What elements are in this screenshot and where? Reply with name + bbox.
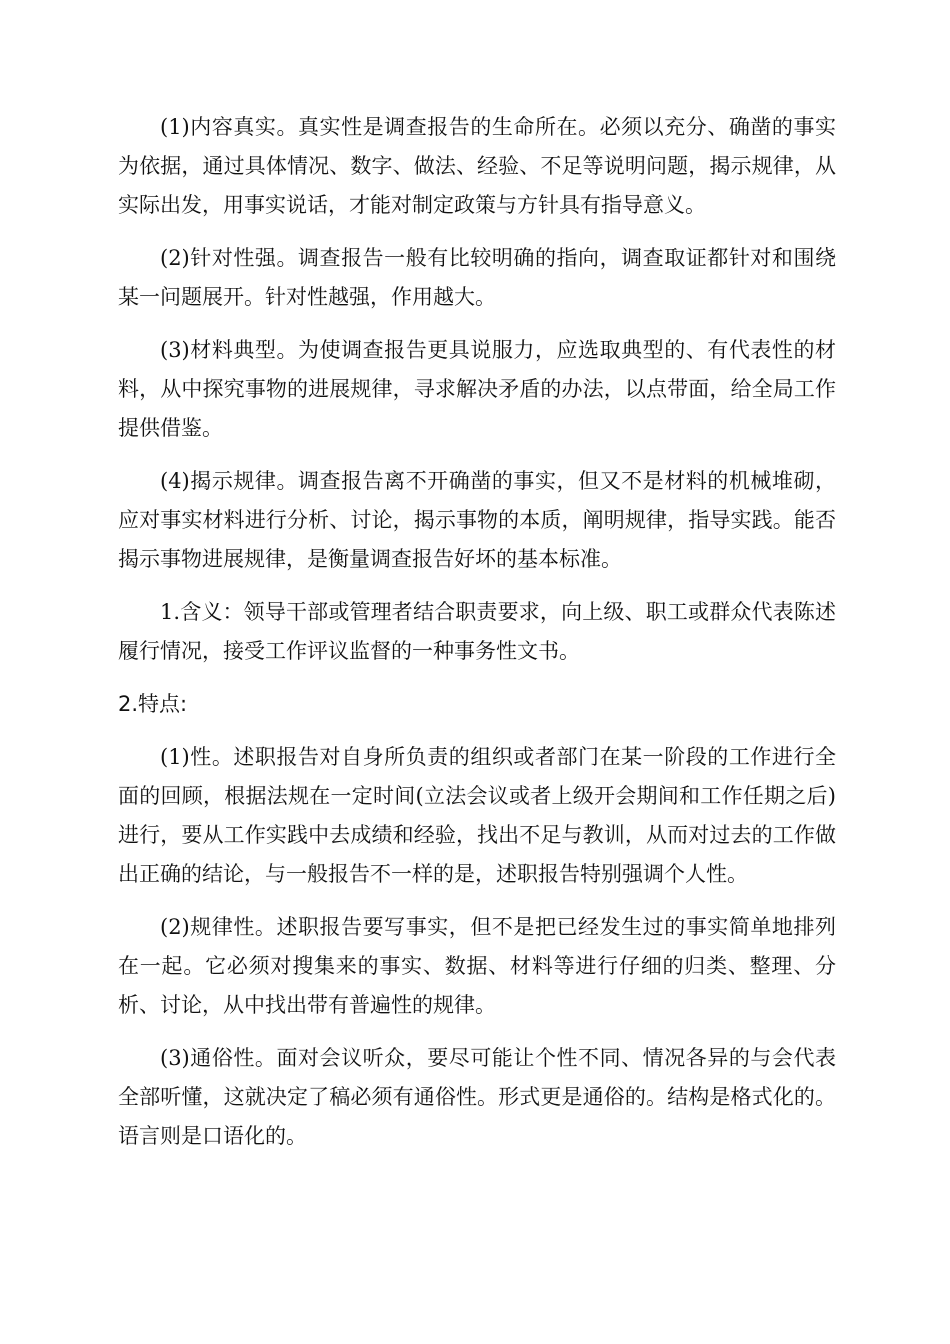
paragraph-definition: 1.含义：领导干部或管理者结合职责要求，向上级、职工或群众代表陈述履行情况，接受工作评议监督的一种事务性文书。	[118, 600, 836, 663]
document-page	[118, 108, 836, 1170]
paragraph-feature-2: (2)规律性。述职报告要写事实，但不是把已经发生过的事实简单地排列在一起。它必须对搜集来的事实、数据、材料等进行仔细的归类、整理、分析、讨论，从中找出带有普遍性的规律。	[118, 915, 836, 1017]
paragraph-reveal-law: (4)揭示规律。调查报告离不开确凿的事实，但又不是材料的机械堆砌，应对事实材料进行分析、讨论，揭示事物的本质，阐明规律，指导实践。能否揭示事物进展规律，是衡量调查报告好坏的基本标准。	[118, 469, 836, 571]
paragraph-feature-3: (3)通俗性。面对会议听众，要尽可能让个性不同、情况各异的与会代表全部听懂，这就决定了稿必须有通俗性。形式更是通俗的。结构是格式化的。语言则是口语化的。	[118, 1046, 836, 1148]
paragraph-pertinence: (2)针对性强。调查报告一般有比较明确的指向，调查取证都针对和围绕某一问题展开。针对性越强，作用越大。	[118, 246, 836, 309]
paragraph-typical-material: (3)材料典型。为使调查报告更具说服力，应选取典型的、有代表性的材料，从中探究事物的进展规律，寻求解决矛盾的办法，以点带面，给全局工作提供借鉴。	[118, 338, 836, 440]
paragraph-feature-1: (1)性。述职报告对自身所负责的组织或者部门在某一阶段的工作进行全面的回顾，根据法规在一定时间(立法会议或者上级开会期间和工作任期之后)进行，要从工作实践中去成绩和经验，找出不足与教训，从而对过去的工作做出正确的结论，与一般报告不一样的是，述职报告特别强调个人性。	[118, 745, 836, 886]
section-heading-features: 2.特点:	[118, 692, 188, 716]
paragraph-content-truth: (1)内容真实。真实性是调查报告的生命所在。必须以充分、确凿的事实为依据，通过具体情况、数字、做法、经验、不足等说明问题，揭示规律，从实际出发，用事实说话，才能对制定政策与方针具有指导意义。	[118, 115, 836, 217]
